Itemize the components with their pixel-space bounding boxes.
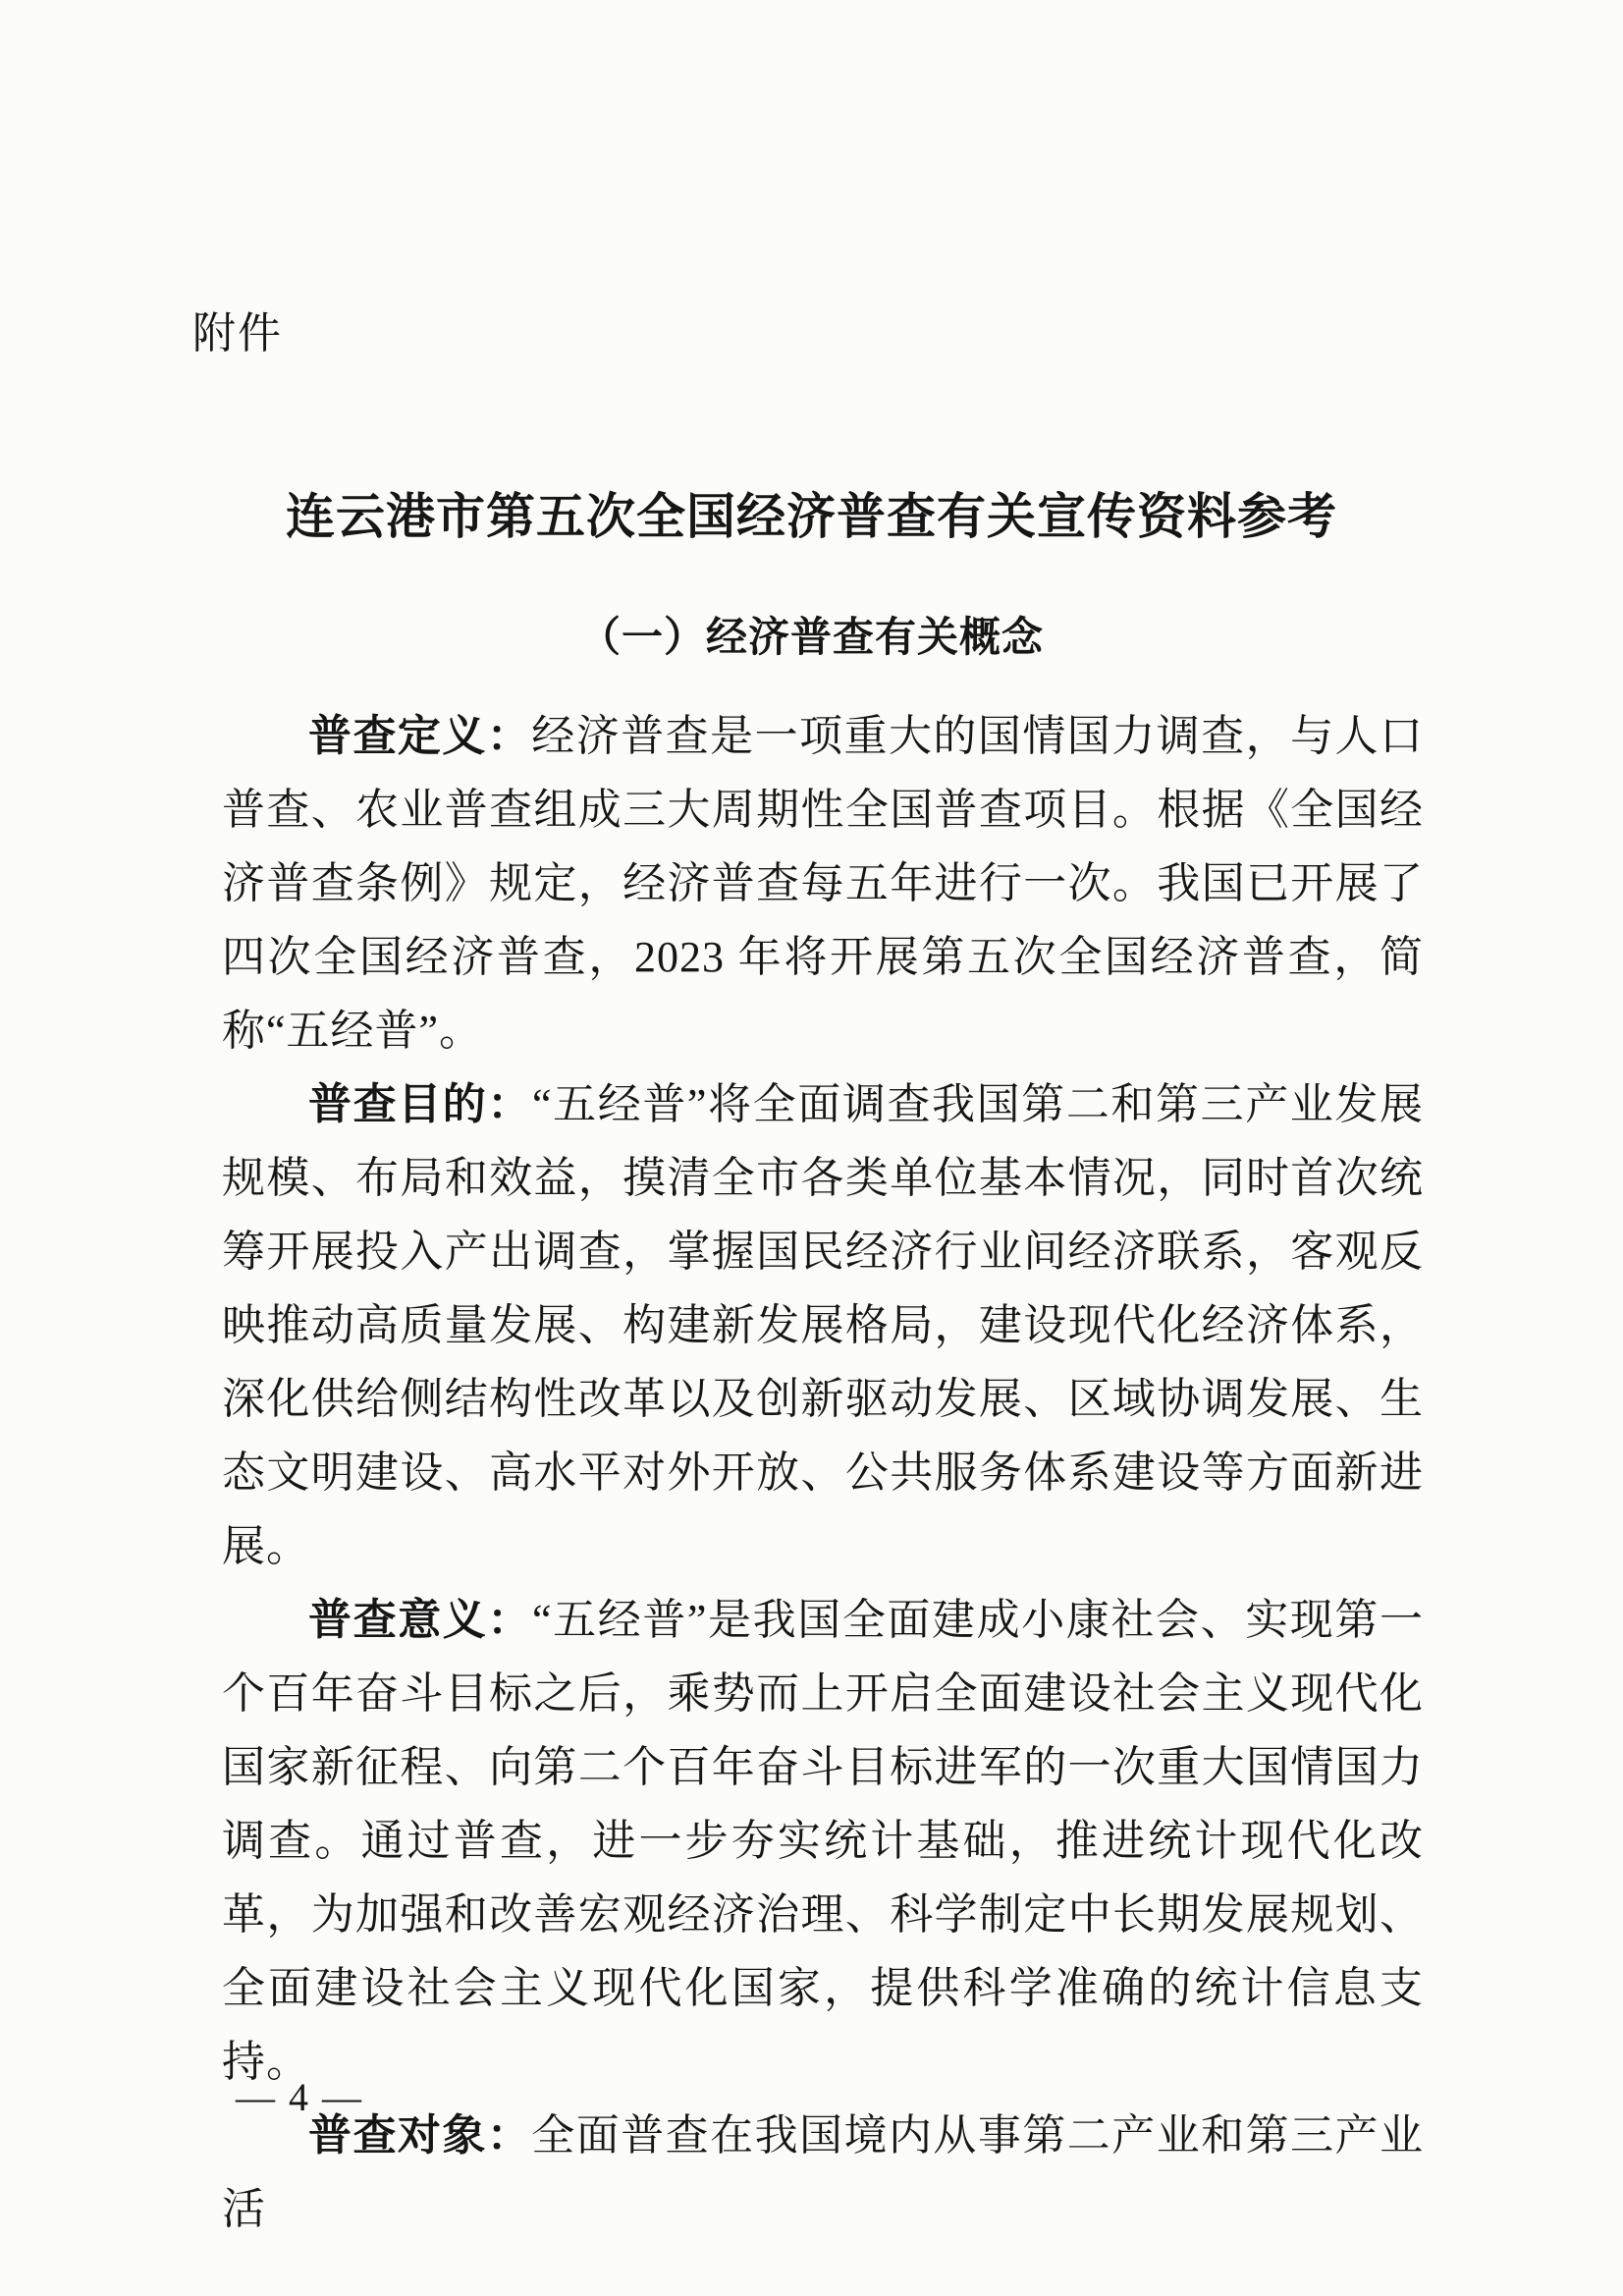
paragraph-census-definition xyxy=(222,699,1424,1067)
paragraph-text-subjects: 全面普查在我国境内从事第二产业和第三产业活 xyxy=(222,2111,1425,2233)
page-number: — 4 — xyxy=(236,2075,363,2119)
section-heading: （一）经济普查有关概念 xyxy=(578,613,1044,660)
paragraph-census-purpose xyxy=(222,1067,1424,1583)
paragraph-text-purpose: “五经普”将全面调查我国第二和第三产业发展规模、布局和效益，摸清全市各类单位基本情况，同时首次统筹开展投入产出调查，掌握国民经济行业间经济联系，客观反映推动高质量发展、构建新发展格局，建设现代化经济体系，深化供给侧结构性改革以及创新驱动发展、区域协调发展、生态文明建设、高水平对外开放、公共服务体系建设等方面新进展。 xyxy=(222,1080,1425,1570)
paragraph-text-definition: 经济普查是一项重大的国情国力调查，与人口普查、农业普查组成三大周期性全国普查项目。根据《全国经济普查条例》规定，经济普查每五年进行一次。我国已开展了四次全国经济普查，2023 年将开展第五次全国经济普查，简称“五经普”。 xyxy=(222,712,1425,1055)
paragraph-lead-purpose: 普查目的： xyxy=(308,1080,532,1128)
paragraph-lead-subjects: 普查对象： xyxy=(308,2111,532,2159)
paragraph-lead-significance: 普查意义： xyxy=(308,1596,532,1644)
attachment-label: 附件 xyxy=(192,309,283,357)
document-title: 连云港市第五次全国经济普查有关宣传资料参考 xyxy=(286,488,1337,544)
document-body xyxy=(222,699,1424,2246)
paragraph-text-significance: “五经普”是我国全面建成小康社会、实现第一个百年奋斗目标之后，乘势而上开启全面建设社会主义现代化国家新征程、向第二个百年奋斗目标进军的一次重大国情国力调查。通过普查，进一步夯实统计基础，推进统计现代化改革，为加强和改善宏观经济治理、科学制定中长期发展规划、全面建设社会主义现代化国家，提供科学准确的统计信息支持。 xyxy=(222,1596,1425,2086)
paragraph-lead-definition: 普查定义： xyxy=(308,712,532,760)
paragraph-census-significance xyxy=(222,1583,1424,2099)
paragraph-census-subjects xyxy=(222,2099,1424,2246)
